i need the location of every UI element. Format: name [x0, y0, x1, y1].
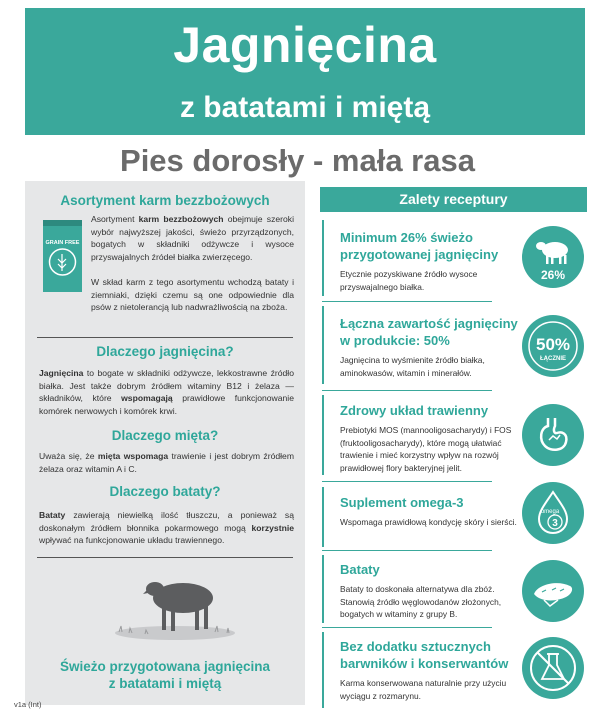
- benefit-item: [340, 315, 525, 379]
- badge-text: 50%: [535, 335, 571, 354]
- badge-text: 26%: [540, 268, 566, 282]
- title-banner: [25, 8, 585, 135]
- benefit-text: Bataty to doskonała alternatywa dla zbóż. Stanowią źródło węglowodanów złożonych, bogatych w witaminy z grupy B.: [340, 584, 502, 619]
- benefit-item: [340, 402, 525, 474]
- divider: [322, 481, 492, 482]
- info-panel: [25, 181, 305, 705]
- bag-label: GRAIN FREE: [45, 240, 80, 246]
- omega-3-icon: [522, 482, 584, 544]
- no-additives-flask-icon: [522, 637, 584, 699]
- why-mint-text: Uważa się, że mięta wspomaga trawienie i jest dobrym źródłem żelaza oraz witamin A i C.: [39, 451, 294, 474]
- benefit-text: Etycznie pozyskiwane źródło wysoce przyswajalnego białka.: [340, 269, 478, 292]
- badge-subtext: omega: [540, 509, 560, 515]
- benefit-text: Prebiotyki MOS (mannooligosacharydy) i FOS (fruktooligosacharydy), które mogą ułatwiać trawienie i mieć korzystny wpływ na rozwój prawidłowej flory bakteryjnej jelit.: [340, 425, 512, 473]
- benefit-item: [340, 561, 525, 621]
- footer-title: Świeżo przygotowana jagnięcina z batatami i miętą: [59, 659, 271, 691]
- divider: [37, 337, 293, 338]
- version-label: v1a (Int): [14, 700, 42, 709]
- why-batat-title: Dlaczego bataty?: [109, 484, 221, 499]
- divider: [322, 301, 492, 302]
- benefit-title: Bez dodatku sztucznych barwników i konserwantów: [340, 639, 509, 671]
- badge-text: 3: [552, 518, 558, 529]
- why-lamb-title: Dlaczego jagnięcina?: [96, 344, 234, 359]
- assortment-paragraph-1: Asortyment karm bezzbożowych obejmuje szeroki wybór najwyższej jakości, świeżo przyrządzonych, bogatych w składniki odżywcze i wysoce przyswajalnych źródeł białka zwierzęcego.: [91, 214, 294, 262]
- divider: [322, 550, 492, 551]
- product-title: Jagnięcina: [173, 17, 437, 73]
- digestion-stomach-icon: [522, 404, 584, 466]
- benefit-item: [340, 229, 525, 293]
- divider: [37, 557, 293, 558]
- accent-line: [322, 487, 324, 547]
- benefit-item: [340, 494, 525, 529]
- accent-line: [322, 395, 324, 475]
- benefit-title: Zdrowy układ trawienny: [340, 403, 489, 418]
- page-subtitle: Pies dorosły - mała rasa: [120, 143, 475, 178]
- assortment-title: Asortyment karm bezzbożowych: [60, 193, 270, 208]
- accent-line: [322, 555, 324, 623]
- benefit-text: Jagnięcina to wyśmienite źródło białka, aminokwasów, witamin i minerałów.: [340, 355, 485, 378]
- accent-line: [322, 306, 324, 384]
- benefit-title: Łączna zawartość jagnięciny w produkcie: 50%: [340, 316, 518, 348]
- assortment-paragraph-2: W skład karm z tego asortymentu wchodzą bataty i ziemniaki, dzięki czemu są one odpowiednie dla psów z nietolerancją lub nadwrażliwością na zboża.: [91, 277, 294, 313]
- benefit-title: Bataty: [340, 562, 380, 577]
- why-batat-text: Bataty zawierają niewielką ilość tłuszczu, a ponieważ są doskonałym źródłem błonnika pokarmowego mogą korzystnie wpływać na funkcjonowanie układu trawiennego.: [39, 510, 294, 546]
- product-subtitle: z batatami i miętą: [179, 91, 431, 124]
- benefit-title: Suplement omega-3: [340, 495, 464, 510]
- lamb-50-percent-icon: [522, 315, 584, 377]
- benefit-text: Karma konserwowana naturalnie przy użyciu wyciągu z rozmarynu.: [340, 678, 507, 701]
- lamb-26-percent-icon: [522, 226, 584, 288]
- sheep-illustration: [105, 576, 245, 646]
- benefits-header: Zalety receptury: [320, 187, 587, 212]
- sweet-potato-icon: [522, 560, 584, 622]
- grain-free-bag-icon: [40, 218, 85, 294]
- benefit-title: Minimum 26% świeżo przygotowanej jagnięciny: [340, 230, 499, 262]
- divider: [322, 627, 492, 628]
- why-lamb-text: Jagnięcina to bogate w składniki odżywcze, lekkostrawne źródło białka. Jest także dobrym źródłem witaminy B12 i żelaza — składników, które wspomagają prawidłowe funkcjonowanie komórek nerwowych i komórek krwi.: [39, 368, 294, 416]
- benefit-text: Wspomaga prawidłową kondycję skóry i sierści.: [340, 517, 517, 527]
- badge-subtext: ŁĄCZNIE: [540, 356, 566, 362]
- accent-line: [322, 220, 324, 296]
- why-mint-title: Dlaczego mięta?: [111, 428, 219, 443]
- benefit-item: [340, 638, 525, 702]
- divider: [322, 390, 492, 391]
- accent-line: [322, 632, 324, 708]
